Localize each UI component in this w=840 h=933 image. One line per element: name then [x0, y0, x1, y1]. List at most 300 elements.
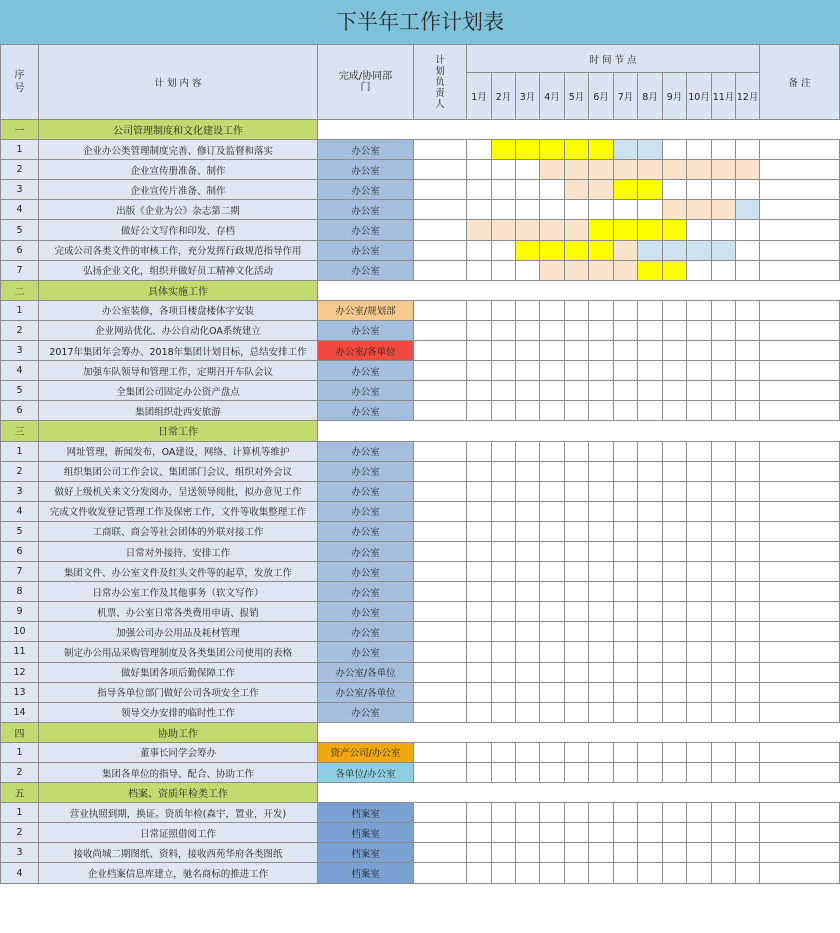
month-cell — [589, 682, 614, 702]
month-cell — [736, 541, 760, 561]
section-row — [1, 421, 840, 441]
remark-cell — [760, 863, 840, 883]
responsible-cell — [414, 240, 467, 260]
month-cell — [565, 481, 589, 501]
month-cell — [565, 240, 589, 260]
department-cell: 档案室 — [318, 863, 414, 883]
month-cell — [663, 481, 687, 501]
month-cell — [663, 180, 687, 200]
month-cell — [565, 541, 589, 561]
responsible-cell — [414, 441, 467, 461]
month-cell — [663, 742, 687, 762]
task-content: 出版《企业为公》杂志第二期 — [39, 200, 318, 220]
month-cell — [687, 320, 712, 340]
row-number: 13 — [1, 682, 39, 702]
responsible-cell — [414, 140, 467, 160]
month-cell — [492, 341, 516, 361]
month-cell — [467, 662, 492, 682]
month-cell — [687, 682, 712, 702]
month-cell — [663, 300, 687, 320]
month-cell — [565, 381, 589, 401]
month-cell — [492, 401, 516, 421]
month-cell — [614, 742, 638, 762]
month-cell — [638, 562, 663, 582]
month-cell — [516, 481, 540, 501]
month-cell — [516, 843, 540, 863]
remark-cell — [760, 481, 840, 501]
row-number: 6 — [1, 240, 39, 260]
month-cell — [687, 582, 712, 602]
remark-cell — [760, 501, 840, 521]
month-cell — [736, 361, 760, 381]
month-cell — [712, 361, 736, 381]
row-number: 1 — [1, 441, 39, 461]
month-cell — [687, 140, 712, 160]
month-cell — [712, 180, 736, 200]
remark-cell — [760, 582, 840, 602]
month-cell — [687, 662, 712, 682]
month-cell — [712, 863, 736, 883]
header-responsible-char: 划 — [435, 65, 445, 77]
month-cell — [492, 481, 516, 501]
month-cell — [687, 160, 712, 180]
row-number: 2 — [1, 160, 39, 180]
month-cell — [589, 541, 614, 561]
month-cell — [736, 501, 760, 521]
month-cell — [540, 461, 565, 481]
month-cell — [712, 602, 736, 622]
month-cell — [589, 582, 614, 602]
month-cell — [516, 642, 540, 662]
month-cell — [663, 541, 687, 561]
month-cell — [516, 381, 540, 401]
month-cell — [736, 562, 760, 582]
month-cell — [589, 320, 614, 340]
month-cell — [467, 803, 492, 823]
department-cell: 办公室 — [318, 541, 414, 561]
month-cell — [638, 823, 663, 843]
month-cell — [638, 361, 663, 381]
month-cell — [492, 381, 516, 401]
month-header: 4月 — [540, 73, 565, 120]
month-cell — [467, 602, 492, 622]
responsible-cell — [414, 803, 467, 823]
responsible-cell — [414, 702, 467, 722]
month-cell — [492, 140, 516, 160]
month-cell — [712, 481, 736, 501]
remark-cell — [760, 642, 840, 662]
month-cell — [614, 361, 638, 381]
row-number: 3 — [1, 843, 39, 863]
month-cell — [467, 140, 492, 160]
month-cell — [614, 341, 638, 361]
month-cell — [540, 160, 565, 180]
task-content: 集团文件、办公室文件及红头文件等的起草，发放工作 — [39, 562, 318, 582]
month-cell — [565, 441, 589, 461]
month-cell — [565, 160, 589, 180]
department-cell: 办公室 — [318, 702, 414, 722]
month-cell — [467, 300, 492, 320]
month-cell — [687, 863, 712, 883]
month-cell — [540, 863, 565, 883]
month-cell — [540, 341, 565, 361]
month-cell — [687, 562, 712, 582]
month-cell — [492, 240, 516, 260]
month-cell — [687, 481, 712, 501]
month-cell — [736, 803, 760, 823]
month-cell — [712, 702, 736, 722]
month-cell — [638, 843, 663, 863]
row-number: 2 — [1, 823, 39, 843]
remark-cell — [760, 320, 840, 340]
month-cell — [467, 622, 492, 642]
month-cell — [492, 441, 516, 461]
month-cell — [663, 763, 687, 783]
section-blank — [318, 783, 840, 803]
month-cell — [687, 260, 712, 280]
month-cell — [638, 521, 663, 541]
month-cell — [736, 582, 760, 602]
month-cell — [614, 843, 638, 863]
task-content: 做好公文写作和印发、存档 — [39, 220, 318, 240]
task-content: 全集团公司固定办公资产盘点 — [39, 381, 318, 401]
month-cell — [663, 662, 687, 682]
section-number: 一 — [1, 120, 39, 140]
month-cell — [540, 401, 565, 421]
month-header: 7月 — [614, 73, 638, 120]
month-cell — [736, 742, 760, 762]
remark-cell — [760, 461, 840, 481]
month-cell — [467, 501, 492, 521]
month-cell — [712, 300, 736, 320]
month-cell — [712, 823, 736, 843]
department-cell: 办公室 — [318, 602, 414, 622]
row-number: 12 — [1, 662, 39, 682]
month-cell — [492, 823, 516, 843]
month-cell — [565, 562, 589, 582]
month-cell — [736, 341, 760, 361]
month-cell — [736, 160, 760, 180]
month-cell — [638, 702, 663, 722]
department-cell: 办公室 — [318, 200, 414, 220]
month-cell — [565, 742, 589, 762]
month-cell — [540, 843, 565, 863]
month-cell — [492, 260, 516, 280]
remark-cell — [760, 160, 840, 180]
month-cell — [467, 260, 492, 280]
remark-cell — [760, 662, 840, 682]
month-cell — [712, 501, 736, 521]
task-content: 办公室装修，各项目楼盘楼体字安装 — [39, 300, 318, 320]
task-content: 完成文件收发登记管理工作及保密工作，文件等收集整理工作 — [39, 501, 318, 521]
task-content: 工商联、商会等社会团体的外联对接工作 — [39, 521, 318, 541]
task-content: 集团各单位的指导、配合、协助工作 — [39, 763, 318, 783]
task-content: 组织集团公司工作会议、集团部门会议，组织对外会议 — [39, 461, 318, 481]
month-cell — [565, 622, 589, 642]
month-cell — [589, 200, 614, 220]
month-cell — [565, 501, 589, 521]
header-responsible-char: 计 — [435, 54, 445, 66]
month-cell — [467, 220, 492, 240]
month-cell — [712, 843, 736, 863]
month-cell — [492, 200, 516, 220]
month-header: 8月 — [638, 73, 663, 120]
row-number: 3 — [1, 481, 39, 501]
month-cell — [467, 441, 492, 461]
month-cell — [540, 200, 565, 220]
month-cell — [467, 381, 492, 401]
month-cell — [736, 140, 760, 160]
month-cell — [540, 441, 565, 461]
month-cell — [516, 682, 540, 702]
month-cell — [712, 200, 736, 220]
month-cell — [712, 582, 736, 602]
responsible-cell — [414, 521, 467, 541]
month-cell — [492, 320, 516, 340]
responsible-cell — [414, 320, 467, 340]
responsible-cell — [414, 562, 467, 582]
month-cell — [687, 803, 712, 823]
row-number: 9 — [1, 602, 39, 622]
month-cell — [516, 140, 540, 160]
table-row — [1, 501, 840, 521]
table-row — [1, 823, 840, 843]
section-row — [1, 722, 840, 742]
month-cell — [663, 320, 687, 340]
department-cell: 办公室 — [318, 501, 414, 521]
table-row — [1, 803, 840, 823]
table-row — [1, 461, 840, 481]
month-cell — [516, 461, 540, 481]
remark-cell — [760, 823, 840, 843]
month-cell — [467, 742, 492, 762]
row-number: 2 — [1, 320, 39, 340]
month-cell — [687, 180, 712, 200]
remark-cell — [760, 602, 840, 622]
remark-cell — [760, 843, 840, 863]
month-cell — [467, 763, 492, 783]
month-cell — [589, 521, 614, 541]
responsible-cell — [414, 260, 467, 280]
table-row — [1, 702, 840, 722]
section-row — [1, 280, 840, 300]
section-title: 日常工作 — [39, 421, 318, 441]
responsible-cell — [414, 300, 467, 320]
month-cell — [663, 341, 687, 361]
month-cell — [540, 521, 565, 541]
month-cell — [712, 803, 736, 823]
responsible-cell — [414, 461, 467, 481]
month-cell — [638, 622, 663, 642]
month-cell — [736, 662, 760, 682]
task-content: 领导交办安排的临时性工作 — [39, 702, 318, 722]
month-cell — [687, 361, 712, 381]
month-cell — [712, 763, 736, 783]
section-row — [1, 120, 840, 140]
month-cell — [736, 622, 760, 642]
month-cell — [492, 582, 516, 602]
month-cell — [663, 200, 687, 220]
task-content: 加强车队领导和管理工作，定期召开车队会议 — [39, 361, 318, 381]
remark-cell — [760, 742, 840, 762]
month-cell — [687, 220, 712, 240]
remark-cell — [760, 803, 840, 823]
task-content: 机票、办公室日常各类费用申请、报销 — [39, 602, 318, 622]
row-number: 8 — [1, 582, 39, 602]
table-row — [1, 240, 840, 260]
month-cell — [540, 541, 565, 561]
month-cell — [540, 180, 565, 200]
task-content: 加强公司办公用品及耗材管理 — [39, 622, 318, 642]
section-blank — [318, 120, 840, 140]
month-cell — [687, 843, 712, 863]
month-cell — [712, 461, 736, 481]
task-content: 集团组织赴西安旅游 — [39, 401, 318, 421]
remark-cell — [760, 702, 840, 722]
month-cell — [492, 180, 516, 200]
month-cell — [516, 401, 540, 421]
row-number: 5 — [1, 521, 39, 541]
month-cell — [492, 763, 516, 783]
month-cell — [638, 602, 663, 622]
month-cell — [736, 521, 760, 541]
month-cell — [712, 682, 736, 702]
month-cell — [492, 461, 516, 481]
month-cell — [736, 763, 760, 783]
department-cell: 办公室/各单位 — [318, 682, 414, 702]
month-cell — [663, 220, 687, 240]
month-cell — [638, 320, 663, 340]
month-cell — [687, 823, 712, 843]
month-cell — [565, 361, 589, 381]
month-cell — [736, 220, 760, 240]
table-row — [1, 682, 840, 702]
month-cell — [540, 602, 565, 622]
month-cell — [589, 823, 614, 843]
month-header: 9月 — [663, 73, 687, 120]
plan-table — [0, 44, 840, 884]
month-cell — [565, 320, 589, 340]
table-row — [1, 562, 840, 582]
row-number: 11 — [1, 642, 39, 662]
month-cell — [614, 320, 638, 340]
task-content: 2017年集团年会筹办、2018年集团计划目标，总结安排工作 — [39, 341, 318, 361]
table-row — [1, 602, 840, 622]
month-cell — [589, 441, 614, 461]
row-number: 1 — [1, 140, 39, 160]
remark-cell — [760, 541, 840, 561]
month-cell — [467, 160, 492, 180]
month-cell — [540, 742, 565, 762]
month-cell — [687, 642, 712, 662]
row-number: 7 — [1, 562, 39, 582]
department-cell: 办公室 — [318, 521, 414, 541]
month-cell — [565, 803, 589, 823]
month-cell — [638, 140, 663, 160]
month-cell — [492, 843, 516, 863]
month-cell — [516, 582, 540, 602]
task-content: 企业网站优化、办公自动化OA系统建立 — [39, 320, 318, 340]
responsible-cell — [414, 341, 467, 361]
responsible-cell — [414, 642, 467, 662]
table-row — [1, 843, 840, 863]
task-content: 做好集团各项后勤保障工作 — [39, 662, 318, 682]
responsible-cell — [414, 823, 467, 843]
month-cell — [663, 823, 687, 843]
month-cell — [516, 541, 540, 561]
month-cell — [492, 642, 516, 662]
month-cell — [516, 300, 540, 320]
month-cell — [712, 341, 736, 361]
section-number: 二 — [1, 280, 39, 300]
task-content: 网址管理，新闻发布，OA建设，网络、计算机等维护 — [39, 441, 318, 461]
table-row — [1, 320, 840, 340]
section-title: 协助工作 — [39, 722, 318, 742]
month-cell — [516, 240, 540, 260]
month-cell — [589, 180, 614, 200]
header-content: 计 划 内 容 — [39, 45, 318, 120]
month-cell — [467, 562, 492, 582]
task-content: 日常对外接待、安排工作 — [39, 541, 318, 561]
month-cell — [565, 702, 589, 722]
month-cell — [736, 320, 760, 340]
month-cell — [540, 300, 565, 320]
month-cell — [687, 240, 712, 260]
month-header: 10月 — [687, 73, 712, 120]
month-cell — [467, 582, 492, 602]
month-cell — [565, 662, 589, 682]
remark-cell — [760, 220, 840, 240]
month-cell — [638, 863, 663, 883]
task-content: 日常办公室工作及其他事务（软文写作） — [39, 582, 318, 602]
month-cell — [467, 341, 492, 361]
task-content: 弘扬企业文化，组织并做好员工精神文化活动 — [39, 260, 318, 280]
header-responsible-char: 人 — [435, 98, 445, 110]
month-cell — [712, 401, 736, 421]
month-cell — [687, 501, 712, 521]
responsible-cell — [414, 220, 467, 240]
month-cell — [614, 501, 638, 521]
month-cell — [565, 763, 589, 783]
month-cell — [663, 803, 687, 823]
month-cell — [492, 682, 516, 702]
month-cell — [540, 240, 565, 260]
month-cell — [589, 140, 614, 160]
month-cell — [614, 541, 638, 561]
department-cell: 办公室 — [318, 461, 414, 481]
remark-cell — [760, 763, 840, 783]
department-cell: 办公室 — [318, 562, 414, 582]
header-department: 完成/协同部 门 — [318, 45, 414, 120]
month-cell — [663, 160, 687, 180]
header-timeline: 时 间 节 点 — [467, 45, 760, 73]
month-cell — [638, 682, 663, 702]
month-cell — [565, 521, 589, 541]
month-cell — [638, 481, 663, 501]
month-cell — [589, 401, 614, 421]
month-header: 5月 — [565, 73, 589, 120]
month-cell — [516, 803, 540, 823]
month-cell — [492, 622, 516, 642]
month-cell — [638, 401, 663, 421]
month-cell — [516, 160, 540, 180]
month-cell — [736, 240, 760, 260]
task-content: 做好上级机关来文分发阅办，呈送领导阅批，拟办意见工作 — [39, 481, 318, 501]
task-content: 企业档案信息库建立，驰名商标的推进工作 — [39, 863, 318, 883]
month-cell — [589, 160, 614, 180]
month-cell — [589, 341, 614, 361]
table-row — [1, 300, 840, 320]
